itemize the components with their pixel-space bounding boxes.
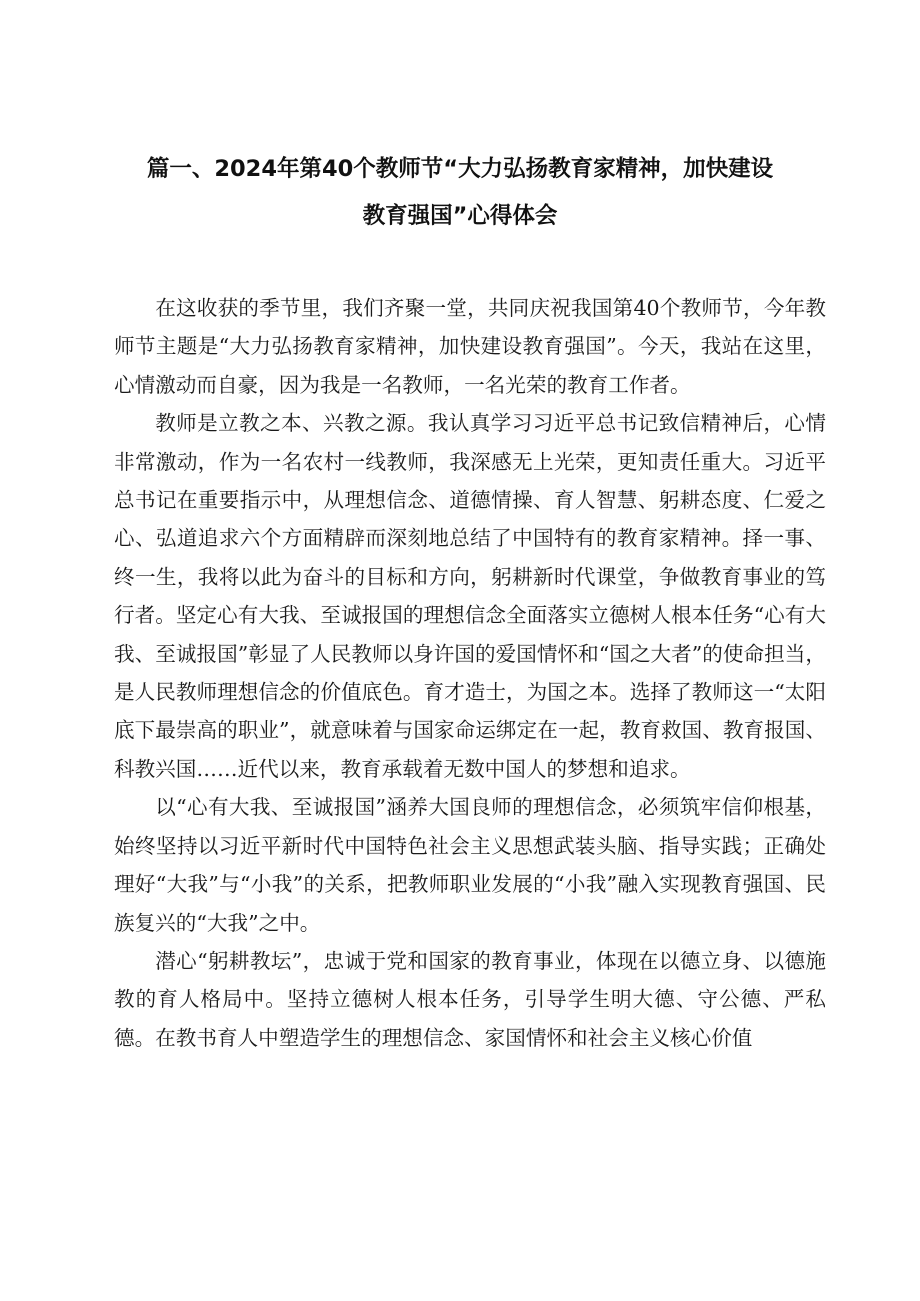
- document-title-line-2: 教育强国”心得体会: [362, 203, 558, 229]
- paragraph-3: 以“心有大我、至诚报国”涵养大国良师的理想信念，必须筑牢信仰根基，始终坚持以习近平新时代中国特色社会主义思想武装头脑、指导实践；正确处理好“大我”与“小我”的关系，把教师职业发展的“小我”融入实现教育强国、民族复兴的“大我”之中。: [114, 795, 826, 935]
- paragraph-1: 在这收获的季节里，我们齐聚一堂，共同庆祝我国第40个教师节，今年教师节主题是“大力弘扬教育家精神，加快建设教育强国”。今天，我站在这里，心情激动而自豪，因为我是一名教师，一名光荣的教育工作者。: [114, 296, 826, 397]
- document-title-line-1: 篇一、2024年第40个教师节“大力弘扬教育家精神，加快建设: [146, 156, 774, 182]
- paragraph-4: 潜心“躬耕教坛”，忠诚于党和国家的教育事业，体现在以德立身、以德施教的育人格局中。坚持立德树人根本任务，引导学生明大德、守公德、严私德。在教书育人中塑造学生的理想信念、家国情怀和社会主义核心价值: [114, 948, 826, 1050]
- paragraph-2: 教师是立教之本、兴教之源。我认真学习习近平总书记致信精神后，心情非常激动，作为一名农村一线教师，我深感无上光荣，更知责任重大。习近平总书记在重要指示中，从理想信念、道德情操、育人智慧、躬耕态度、仁爱之心、弘道追求六个方面精辟而深刻地总结了中国特有的教育家精神。择一事、终一生，我将以此为奋斗的目标和方向，躬耕新时代课堂，争做教育事业的笃行者。坚定心有大我、至诚报国的理想信念全面落实立德树人根本任务“心有大我、至诚报国”彰显了人民教师以身许国的爱国情怀和“国之大者”的使命担当，是人民教师理想信念的价值底色。育才造士，为国之本。选择了教师这一“太阳底下最崇高的职业”，就意味着与国家命运绑定在一起，教育救国、教育报国、科教兴国……近代以来，教育承载着无数中国人的梦想和追求。: [114, 411, 826, 781]
- document-body: [114, 289, 826, 1057]
